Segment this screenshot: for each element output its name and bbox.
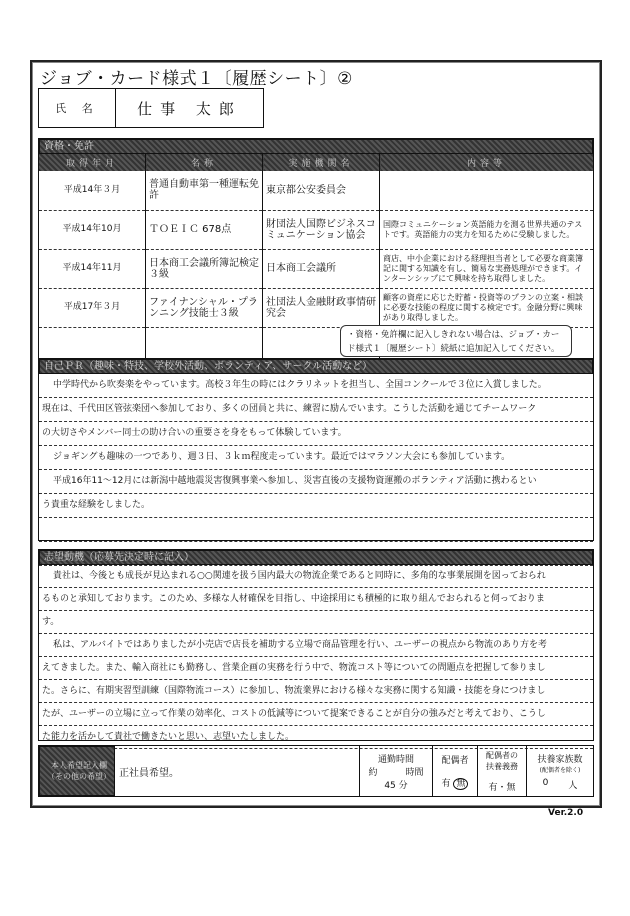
self-pr-line: の大切さやメンバー同士の助け合いの重要さを身をもって体験しています。 <box>39 422 593 446</box>
commute-minutes: 45 <box>384 780 396 791</box>
spouse-cell <box>433 746 478 796</box>
self-pr-heading: 自己ＰＲ（趣味・特技、学校外活動、ボランティア、サークル活動など） <box>39 359 593 374</box>
qualification-row <box>39 249 593 288</box>
qualification-detail: 商店、中小企業における経理担当者として必要な商業簿記に関する知識を有し、簡易な実務処理ができます。インターンシップにて興味を持ち取得しました。 <box>380 249 594 288</box>
qualification-org: 日本商工会議所 <box>263 249 380 288</box>
qualification-date: 平成14年３月 <box>39 171 146 210</box>
qualification-row <box>39 171 593 210</box>
qualification-name: ＴＯＥＩＣ 678点 <box>146 210 263 249</box>
spouse-yes: 有 <box>441 779 451 789</box>
qualification-date: 平成17年３月 <box>39 288 146 327</box>
qualification-detail: 顧客の資産に応じた貯蓄・投資等のプランの立案・相談に必要な技能の程度に関する検定です。金融分野に興味があり取得しました。 <box>380 288 594 327</box>
col-date: 取得年月 <box>39 154 146 171</box>
motivation-line: 貴社は、今後とも成長が見込まれる○○関連を扱う国内最大の物流企業であると同時に、多角的な事業展開を図っておられ <box>39 565 593 588</box>
spouse-support-cell <box>478 746 527 796</box>
motivation-line: 私は、アルバイトではありましたが小売店で店長を補助する立場で商品管理を行い、ユーザーの視点から物流のあり方を考 <box>39 634 593 657</box>
qualifications-heading: 資格・免許 <box>39 139 593 154</box>
qualification-org: 東京都公安委員会 <box>263 171 380 210</box>
commute-hours-unit: 時間 <box>405 767 424 778</box>
qualification-detail: 国際コミュニケーション英語能力を測る世界共通のテストです。英語能力の実力を知るために受験しました。 <box>380 210 594 249</box>
motivation-section <box>38 549 594 741</box>
name-label: 氏 名 <box>39 89 116 127</box>
qualification-date: 平成14年10月 <box>39 210 146 249</box>
dependents-cell <box>527 746 593 796</box>
self-pr-line <box>39 518 593 542</box>
commute-minutes-unit: 分 <box>398 780 408 791</box>
note-callout: ・資格・免許欄に記入しきれない場合は、ジョブ・カード様式１〔履歴シート〕続紙に追加記入してください。 <box>340 325 572 357</box>
qualification-name: ファイナンシャル・プランニング技能士３級 <box>146 288 263 327</box>
motivation-line: た。さらに、有期実習型訓練（国際物流コース）に参加し、物流業界における様々な実務に関する知識・技能を身につけまし <box>39 680 593 703</box>
name-box <box>38 88 264 128</box>
dependents-value: 0 <box>542 777 549 788</box>
wish-value: 正社員希望。 <box>115 746 360 796</box>
self-pr-line: 平成16年11～12月には新潟中越地震災害復興事業へ参加し、災害直後の支援物資運搬のボランティア活動に携わるとい <box>39 470 593 494</box>
col-detail: 内容等 <box>380 154 594 171</box>
commute-label: 通勤時間 <box>377 754 414 765</box>
col-org: 実施機関名 <box>263 154 380 171</box>
col-name: 名称 <box>146 154 263 171</box>
qualification-name: 普通自動車第一種運転免許 <box>146 171 263 210</box>
motivation-line: るものと承知しております。このため、多様な人材確保を目指し、中途採用にも積極的に取り組んでおられると伺っておりま <box>39 588 593 611</box>
qualification-name: 日本商工会議所簿記検定３級 <box>146 249 263 288</box>
spouse-support-value: 有・無 <box>488 782 516 793</box>
self-pr-line: う貴重な経験をしました。 <box>39 494 593 518</box>
commute-cell <box>360 746 433 796</box>
qualification-detail <box>380 171 594 210</box>
commute-about: 約 <box>368 767 378 778</box>
qualification-org: 財団法人国際ビジネスコミュニケーション協会 <box>263 210 380 249</box>
self-pr-line: 中学時代から吹奏楽をやっています。高校３年生の時にはクラリネットを担当し、全国コンクールで３位に入賞しました。 <box>39 374 593 398</box>
name-value: 仕事 太郎 <box>137 99 242 118</box>
dependents-label: 扶養家族数 <box>537 754 583 765</box>
self-pr-line: ジョギングも趣味の一つであり、週３日、３ｋｍ程度走っています。最近ではマラソン大会にも参加しています。 <box>39 446 593 470</box>
qualification-row <box>39 210 593 249</box>
version-label: Ver.2.0 <box>548 808 584 818</box>
wish-label-text: 本人希望記入欄（その他の希望） <box>47 761 111 781</box>
wish-label <box>39 746 115 796</box>
motivation-line: た能力を活かして貴社で働きたいと思い、志望いたしました。 <box>39 726 593 749</box>
self-pr-section <box>38 358 594 541</box>
motivation-line: す。 <box>39 611 593 634</box>
qualification-org: 社団法人金融財政事情研究会 <box>263 288 380 327</box>
motivation-line: えてきました。また、輸入商社にも勤務し、営業企画の実務を行う中で、物流コスト等についての問題点を把握して参りまし <box>39 657 593 680</box>
spouse-no-circled: 無 <box>453 778 468 790</box>
spouse-support-label: 配偶者の扶養義務 <box>486 750 518 771</box>
bottom-info-row <box>38 745 594 797</box>
form-title: ジョブ・カード様式１〔履歴シート〕② <box>40 69 353 89</box>
self-pr-line: 現在は、千代田区管弦楽団へ参加しており、多くの団員と共に、練習に励んでいます。こうした活動を通じてチームワーク <box>39 398 593 422</box>
spouse-label: 配偶者 <box>441 756 469 766</box>
dependents-note: (配偶者を除く) <box>539 766 581 774</box>
motivation-heading: 志望動機（応募先決定時に記入） <box>39 550 593 565</box>
motivation-line: たが、ユーザーの立場に立って作業の効率化、コストの低減等について提案できることが自分の強みだと考えており、こうし <box>39 703 593 726</box>
dependents-unit: 人 <box>568 780 578 791</box>
qualification-date: 平成14年11月 <box>39 249 146 288</box>
qualification-row <box>39 288 593 327</box>
